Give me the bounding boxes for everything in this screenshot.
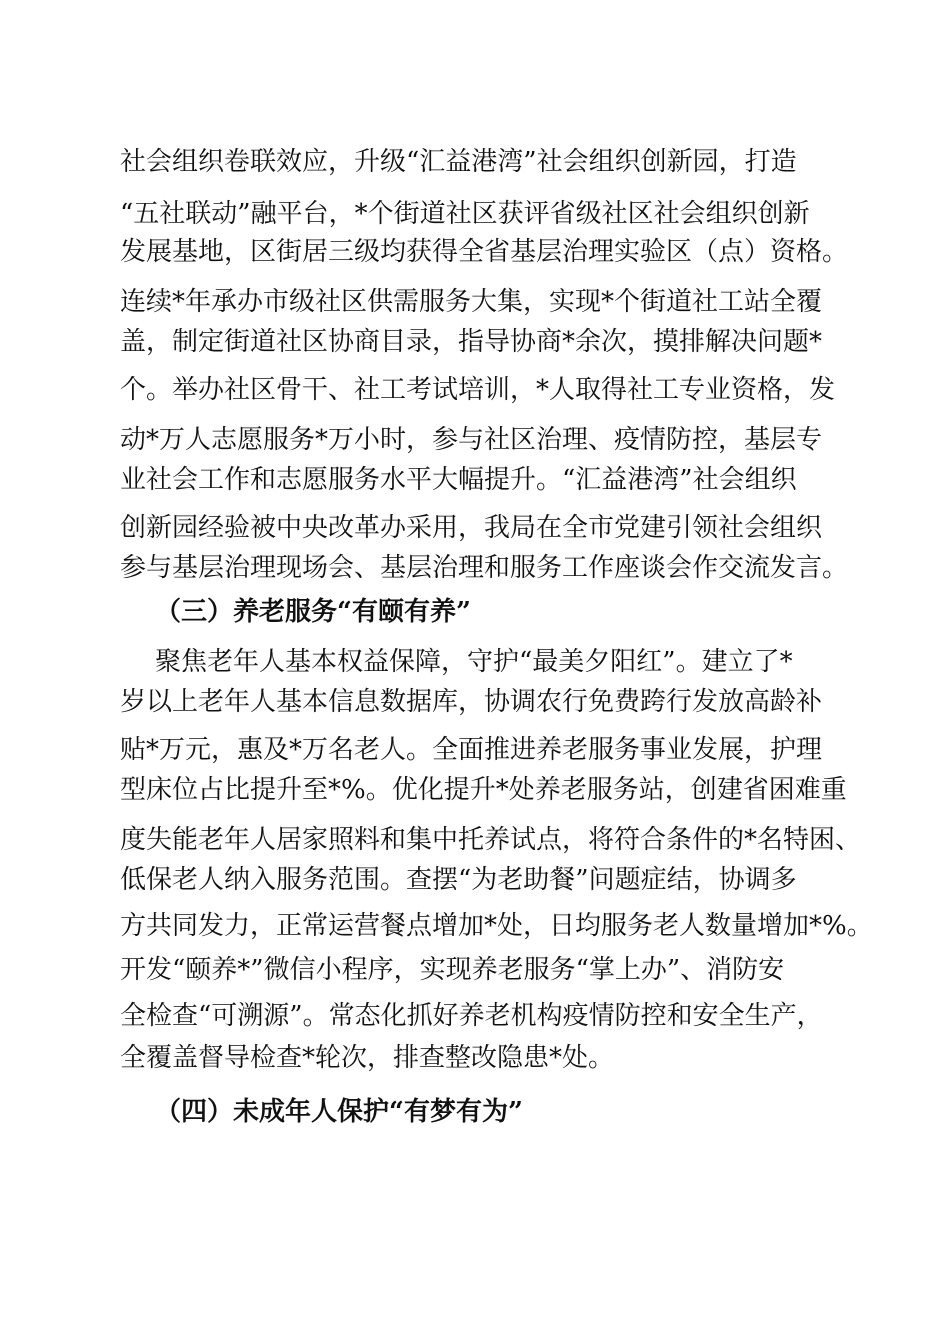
paragraph-line: 开发“颐养*”微信小程序，实现养老服务“掌上办”、消防安 <box>120 955 785 985</box>
paragraph-line: 动*万人志愿服务*万小时，参与社区治理、疫情防控，基层专 <box>120 425 823 455</box>
paragraph-line: 低保老人纳入服务范围。查摆“为老助餐”问题症结，协调多 <box>120 865 797 895</box>
section-heading-4: （四）未成年人保护“有梦有为” <box>155 1097 523 1127</box>
paragraph-line: “五社联动”融平台，*个街道社区获评省级社区社会组织创新 <box>120 199 810 229</box>
section-heading-3: （三）养老服务“有颐有养” <box>155 597 471 627</box>
paragraph-line: 盖，制定街道社区协商目录，指导协商*余次，摸排解决问题* <box>120 327 823 357</box>
paragraph-line: 聚焦老年人基本权益保障，守护“最美夕阳红”。建立了* <box>155 647 793 677</box>
paragraph-line: 参与基层治理现场会、基层治理和服务工作座谈会作交流发言。 <box>120 553 849 583</box>
paragraph-line: 贴*万元，惠及*万名老人。全面推进养老服务事业发展，护理 <box>120 735 823 765</box>
paragraph-line: 社会组织卷联效应，升级“汇益港湾”社会组织创新园，打造 <box>120 147 797 177</box>
paragraph-line: 业社会工作和志愿服务水平大幅提升。“汇益港湾”社会组织 <box>120 465 797 495</box>
paragraph-line: 创新园经验被中央改革办采用，我局在全市党建引领社会组织 <box>120 513 823 543</box>
paragraph-line: 发展基地，区街居三级均获得全省基层治理实验区（点）资格。 <box>120 237 849 267</box>
paragraph-line: 全覆盖督导检查*轮次，排查整改隐患*处。 <box>120 1043 615 1073</box>
paragraph-line: 型床位占比提升至*%。优化提升*处养老服务站，创建省困难重 <box>120 775 847 805</box>
paragraph-line: 方共同发力，正常运营餐点增加*处，日均服务老人数量增加*%。 <box>120 911 873 941</box>
paragraph-line: 全检查“可溯源”。常态化抓好养老机构疫情防控和安全生产， <box>120 1001 823 1031</box>
paragraph-line: 度失能老年人居家照料和集中托养试点，将符合条件的*名特困、 <box>120 825 862 855</box>
paragraph-line: 岁以上老年人基本信息数据库，协调农行免费跨行发放高龄补 <box>120 687 823 717</box>
paragraph-line: 个。举办社区骨干、社工考试培训，*人取得社工专业资格，发 <box>120 375 836 405</box>
paragraph-line: 连续*年承办市级社区供需服务大集，实现*个街道社工站全覆 <box>120 287 823 317</box>
